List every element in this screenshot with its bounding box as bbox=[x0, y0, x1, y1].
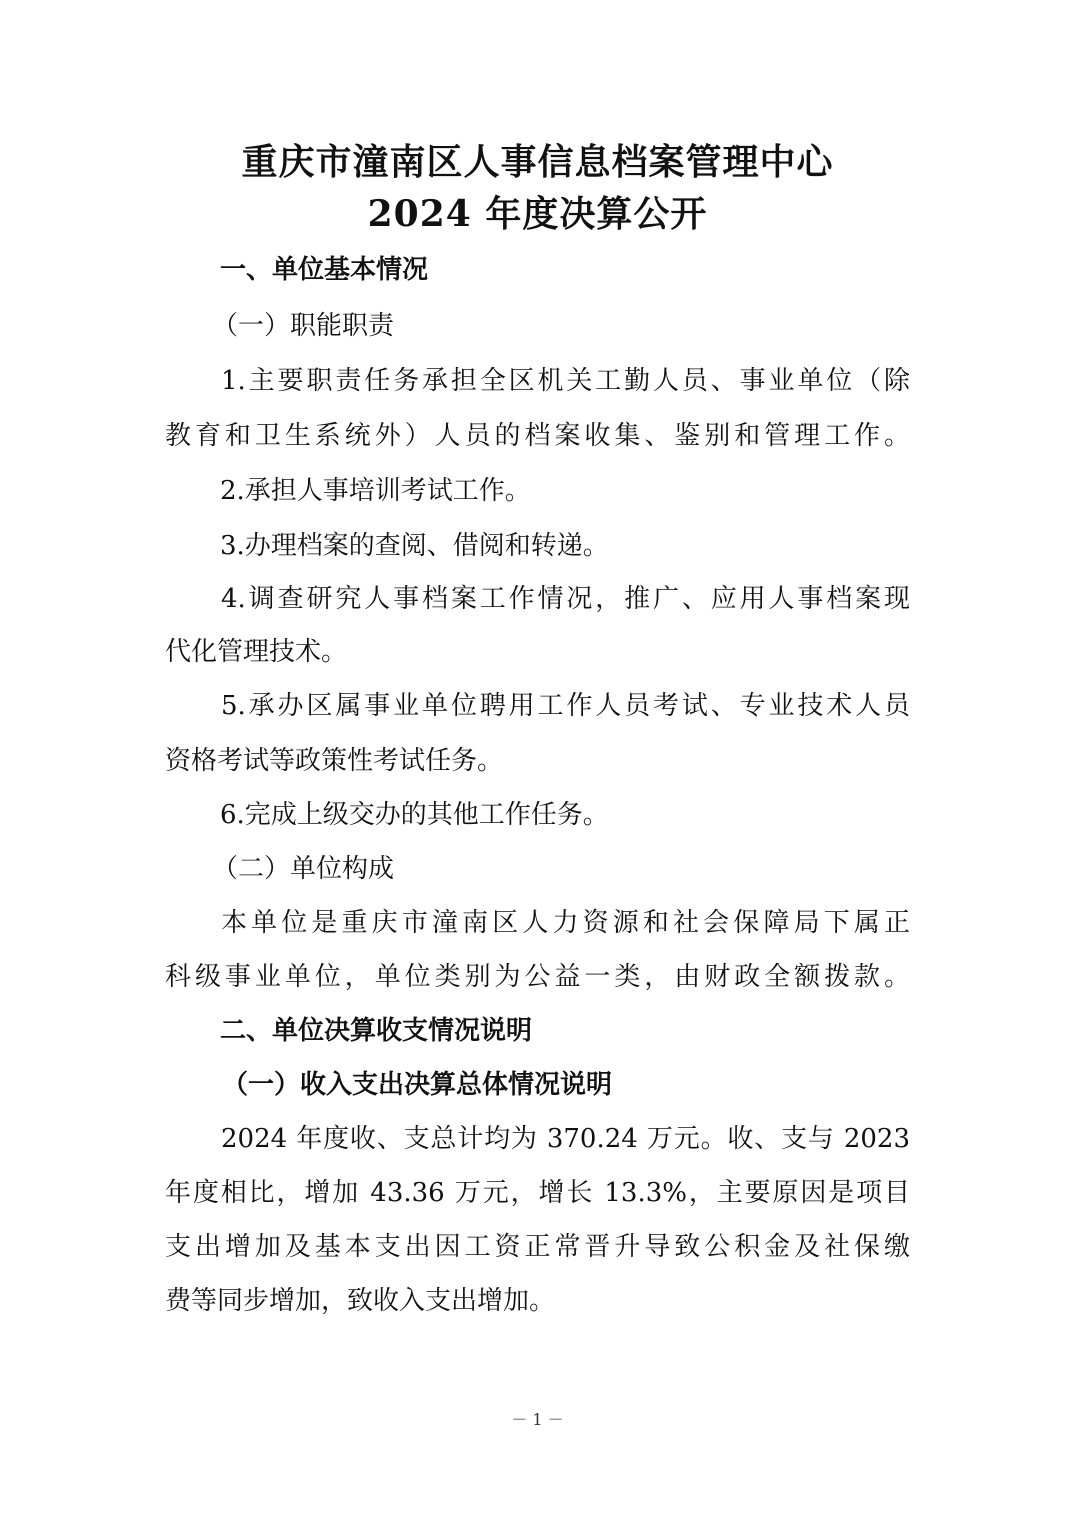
duty-item4-line2: 代化管理技术。 bbox=[165, 637, 348, 667]
composition-para-line1: 本单位是重庆市潼南区人力资源和社会保障局下属正 bbox=[221, 908, 910, 938]
duty-item5-line1: 5.承办区属事业单位聘用工作人员考试、专业技术人员 bbox=[221, 691, 910, 721]
document-title-line1: 重庆市潼南区人事信息档案管理中心 bbox=[241, 141, 834, 183]
summary-para-line2: 年度相比，增加 43.36 万元，增长 13.3%，主要原因是项目 bbox=[165, 1178, 910, 1208]
duty-item6: 6.完成上级交办的其他工作任务。 bbox=[220, 800, 609, 830]
duty-item1-line1: 1.主要职责任务承担全区机关工勤人员、事业单位（除 bbox=[221, 366, 910, 396]
summary-para-line3: 支出增加及基本支出因工资正常晋升导致公积金及社保缴 bbox=[165, 1232, 910, 1262]
section1-sub1-heading: （一）职能职责 bbox=[212, 311, 395, 341]
duty-item3: 3.办理档案的查阅、借阅和转递。 bbox=[220, 531, 609, 561]
section2-heading: 二、单位决算收支情况说明 bbox=[220, 1016, 533, 1046]
document-title-line2: 2024 年度决算公开 bbox=[367, 193, 708, 235]
summary-para-line4: 费等同步增加，致收入支出增加。 bbox=[165, 1286, 556, 1316]
section2-sub1-heading: （一）收入支出决算总体情况说明 bbox=[222, 1070, 613, 1100]
duty-item5-line2: 资格考试等政策性考试任务。 bbox=[165, 746, 504, 776]
page-number: － 1 － bbox=[511, 1410, 564, 1429]
composition-para-line2: 科级事业单位，单位类别为公益一类，由财政全额拨款。 bbox=[165, 962, 910, 992]
section1-sub2-heading: （二）单位构成 bbox=[212, 854, 395, 884]
section1-heading: 一、单位基本情况 bbox=[220, 255, 429, 285]
duty-item1-line2: 教育和卫生系统外）人员的档案收集、鉴别和管理工作。 bbox=[165, 421, 910, 451]
summary-para-line1: 2024 年度收、支总计均为 370.24 万元。收、支与 2023 bbox=[221, 1124, 910, 1154]
duty-item4-line1: 4.调查研究人事档案工作情况，推广、应用人事档案现 bbox=[221, 584, 910, 614]
duty-item2: 2.承担人事培训考试工作。 bbox=[220, 476, 531, 506]
